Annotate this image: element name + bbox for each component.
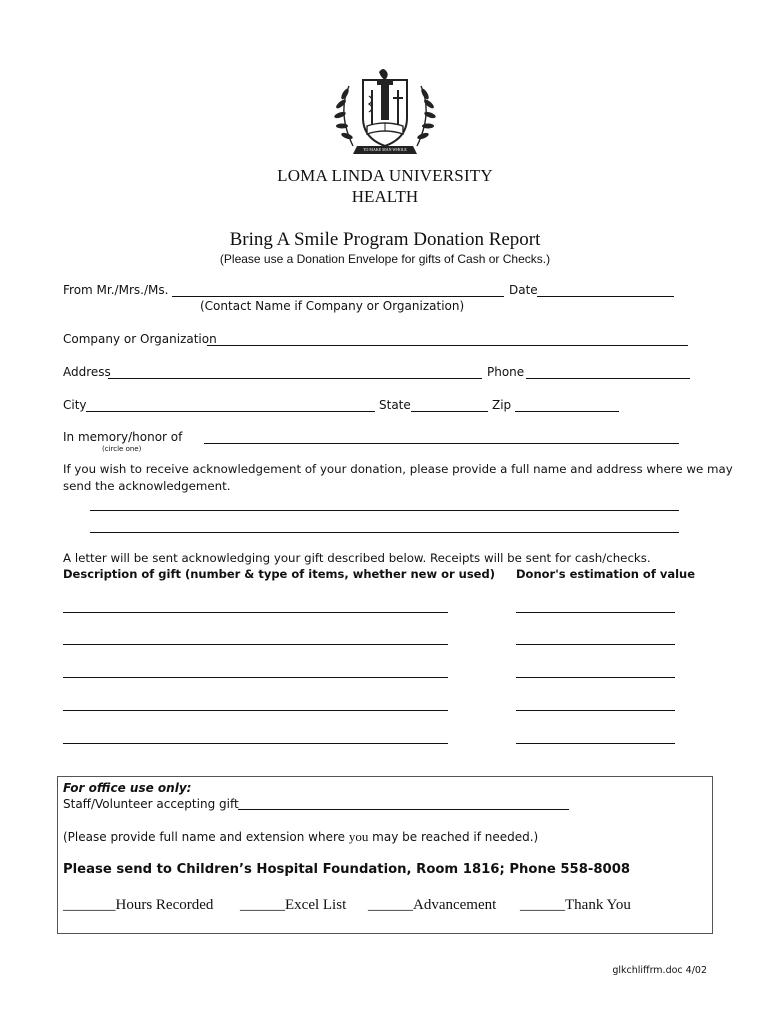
gift-value-header: Donor's estimation of value	[516, 567, 696, 581]
gift-value-field[interactable]	[516, 644, 675, 645]
gift-value-field[interactable]	[516, 743, 675, 744]
checklist-label: Excel List	[285, 897, 347, 913]
gift-description-field[interactable]	[63, 644, 448, 645]
provide-note	[63, 829, 538, 845]
memory-label: In memory/honor of	[63, 430, 183, 444]
gift-description-field[interactable]	[63, 677, 448, 678]
company-label: Company or Organization	[63, 332, 217, 346]
checklist-blank: ______	[368, 897, 413, 913]
checklist-label: Hours Recorded	[115, 897, 214, 913]
acknowledgement-address-line[interactable]	[90, 510, 679, 511]
gift-description-field[interactable]	[63, 710, 448, 711]
date-label: Date	[509, 283, 538, 297]
city-label: City	[63, 398, 87, 412]
phone-field[interactable]	[526, 378, 690, 379]
seal-ribbon-text: TO MAKE MAN WHOLE	[363, 147, 407, 152]
provide-note-you: you	[348, 829, 369, 844]
phone-label: Phone	[487, 365, 525, 379]
letter-note: A letter will be sent acknowledging your gift described below. Receipts will be sent for cash/checks.	[63, 551, 651, 565]
acknowledgement-line1: If you wish to receive acknowledgement of your donation, please provide a full name and address where we may	[63, 462, 733, 476]
staff-label: Staff/Volunteer accepting gift	[63, 797, 239, 811]
gift-description-field[interactable]	[63, 612, 448, 613]
gift-value-field[interactable]	[516, 612, 675, 613]
date-field[interactable]	[537, 296, 674, 297]
company-field[interactable]	[207, 345, 688, 346]
office-use-heading: For office use only:	[63, 781, 192, 795]
org-name-line2: HEALTH	[351, 187, 419, 206]
checklist-hours[interactable]	[63, 897, 213, 914]
address-label: Address	[63, 365, 111, 379]
staff-field[interactable]	[238, 809, 569, 810]
checklist-thank-you[interactable]	[520, 897, 631, 914]
gift-value-field[interactable]	[516, 710, 675, 711]
checklist-blank: ______	[240, 897, 285, 913]
document-id: glkchliffrm.doc 4/02	[612, 965, 707, 976]
page-title: Bring A Smile Program Donation Report	[229, 229, 541, 250]
state-field[interactable]	[411, 411, 488, 412]
send-to-note: Please send to Children’s Hospital Foundation, Room 1816; Phone 558-8008	[63, 862, 631, 877]
org-name-line1: LOMA LINDA UNIVERSITY	[277, 166, 493, 185]
provide-note-after: may be reached if needed.)	[368, 830, 539, 844]
gift-value-field[interactable]	[516, 677, 675, 678]
page-subtitle: (Please use a Donation Envelope for gifts of Cash or Checks.)	[219, 252, 551, 266]
state-label: State	[379, 398, 411, 412]
zip-label: Zip	[492, 398, 512, 412]
gift-description-field[interactable]	[63, 743, 448, 744]
from-field[interactable]	[172, 296, 504, 297]
zip-field[interactable]	[515, 411, 619, 412]
from-label: From Mr./Mrs./Ms.	[63, 283, 169, 297]
acknowledgement-address-line[interactable]	[90, 532, 679, 533]
checklist-blank: ______	[520, 897, 565, 913]
city-field[interactable]	[86, 411, 375, 412]
checklist-label: Thank You	[565, 897, 631, 913]
acknowledgement-line2: send the acknowledgement.	[63, 479, 231, 493]
logo-seal	[327, 68, 443, 164]
checklist-blank: _______	[63, 897, 116, 913]
gift-description-header: Description of gift (number & type of items, whether new or used)	[63, 567, 495, 581]
circle-note: (circle one)	[102, 445, 142, 453]
memory-field[interactable]	[204, 443, 679, 444]
checklist-advancement[interactable]	[368, 897, 496, 914]
checklist-label: Advancement	[413, 897, 497, 913]
provide-note-before: (Please provide full name and extension where	[63, 830, 349, 844]
checklist-excel[interactable]	[240, 897, 346, 914]
address-field[interactable]	[108, 378, 482, 379]
contact-note: (Contact Name if Company or Organization)	[200, 299, 465, 313]
